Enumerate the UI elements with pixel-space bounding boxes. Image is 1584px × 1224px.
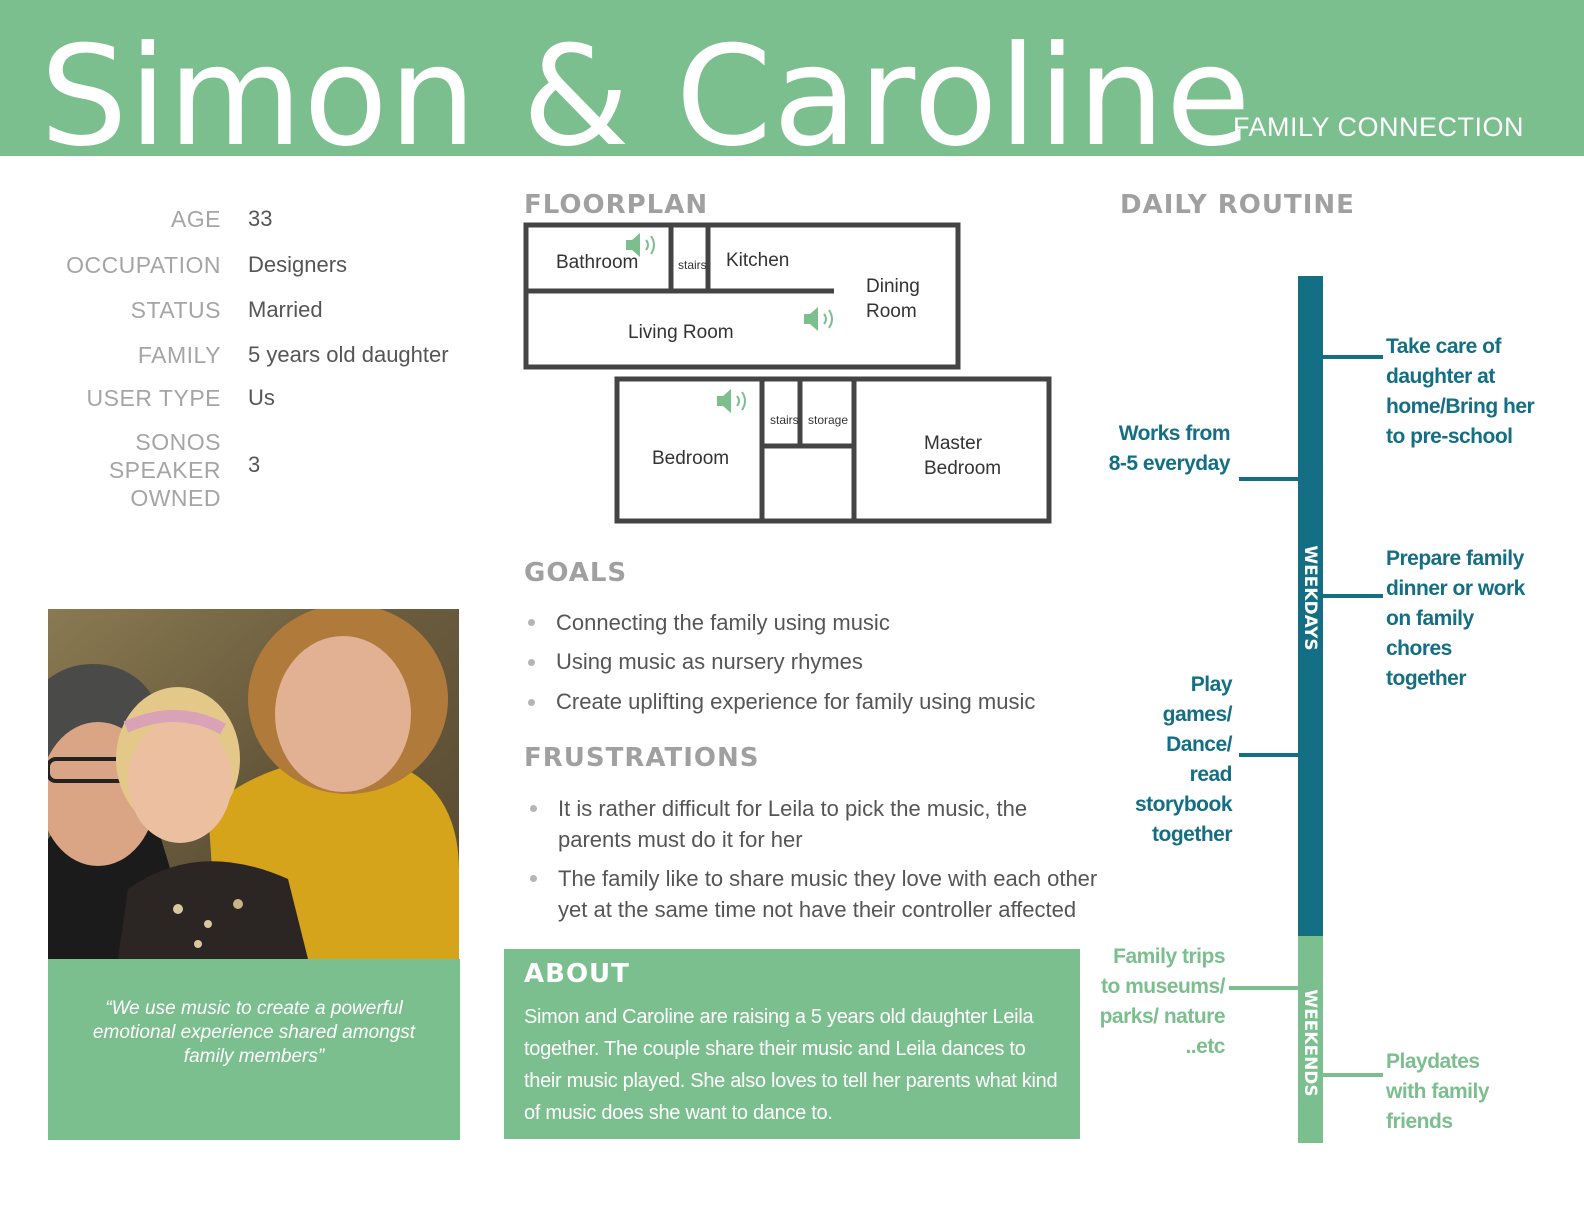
connector-line — [1239, 477, 1298, 481]
room-stairs-upper: stairs — [678, 258, 707, 272]
routine-heading: DAILY ROUTINE — [1120, 190, 1355, 220]
room-dining — [866, 274, 920, 324]
room-dining-line-1: Dining — [866, 276, 920, 297]
speaker-owned-value: 3 — [248, 452, 261, 477]
bullet-dot — [528, 619, 535, 626]
speaker-label-line-3: OWNED — [130, 485, 221, 511]
speaker-icon — [717, 389, 745, 413]
speaker-owned-label — [109, 428, 221, 512]
routine-weekend-playdates: Playdates with family friends — [1386, 1050, 1490, 1133]
family-value: 5 years old daughter — [248, 342, 449, 367]
page-subtitle: FAMILY CONNECTION — [1232, 112, 1524, 142]
floorplan-heading: FLOORPLAN — [524, 190, 709, 220]
goal-item: Using music as nursery rhymes — [556, 649, 863, 674]
weekdays-label: WEEKDAYS — [1300, 545, 1320, 651]
room-master-line-1: Master — [924, 433, 983, 454]
routine-weekend-trips: Family trips to museums/ parks/ nature ..etc — [1099, 945, 1225, 1058]
goal-item: Connecting the family using music — [556, 610, 890, 635]
connector-line — [1239, 753, 1298, 757]
family-photo — [48, 609, 459, 959]
bullet-dot — [528, 659, 535, 666]
room-living: Living Room — [628, 322, 734, 343]
frustration-item: It is rather difficult for Leila to pick the music, the parents must do it for her — [558, 796, 1028, 852]
about-text: Simon and Caroline are raising a 5 years old daughter Leila together. The couple share their music and Leila dances to their music played. She also loves to tell her parents what kind of music does she want to dance to. — [524, 1006, 1058, 1124]
status-value: Married — [248, 297, 323, 322]
room-dining-line-2: Room — [866, 301, 917, 322]
routine-weekday-play: Play games/ Dance/ read storybook together — [1134, 673, 1232, 846]
connector-line — [1323, 355, 1383, 359]
family-photo-illustration — [48, 609, 459, 959]
connector-line — [1323, 1073, 1383, 1077]
routine-weekday-morning: Take care of daughter at home/Bring her to pre-school — [1386, 335, 1535, 448]
bullet-dot — [528, 699, 535, 706]
page-title: Simon & Caroline — [40, 16, 1252, 177]
frustration-item: The family like to share music they love with each other yet at the same time not have their controller affected — [558, 866, 1098, 922]
speaker-label-line-2: SPEAKER — [108, 457, 221, 483]
room-bedroom: Bedroom — [652, 448, 730, 469]
room-master-line-2: Bedroom — [924, 458, 1002, 479]
connector-line — [1229, 986, 1298, 990]
status-label: STATUS — [130, 297, 221, 323]
room-kitchen: Kitchen — [726, 250, 790, 271]
goal-item: Create uplifting experience for family using music — [556, 689, 1036, 714]
speaker-icon — [804, 307, 832, 331]
room-stairs-lower: stairs — [770, 413, 799, 427]
family-label: FAMILY — [137, 342, 221, 368]
occupation-value: Designers — [248, 252, 348, 277]
room-storage: storage — [808, 413, 849, 427]
about-heading: ABOUT — [524, 959, 630, 989]
weekends-label: WEEKENDS — [1300, 989, 1320, 1097]
room-bathroom: Bathroom — [556, 252, 639, 273]
room-master-bedroom — [924, 431, 1001, 481]
goals-heading: GOALS — [524, 558, 628, 588]
connector-line — [1323, 594, 1383, 598]
routine-weekday-work: Works from 8-5 everyday — [1108, 422, 1230, 475]
occupation-label: OCCUPATION — [66, 252, 221, 278]
persona-quote: “We use music to create a powerful emotional experience shared amongst family members” — [92, 998, 416, 1067]
bullet-dot — [530, 805, 537, 812]
user-type-value: Us — [248, 385, 275, 410]
age-label: AGE — [170, 206, 221, 232]
user-type-label: USER TYPE — [86, 385, 221, 411]
speaker-label-line-1: SONOS — [135, 429, 221, 455]
age-value: 33 — [248, 206, 273, 231]
bullet-dot — [530, 875, 537, 882]
frustrations-heading: FRUSTRATIONS — [524, 743, 760, 773]
routine-weekday-evening: Prepare family dinner or work on family chores together — [1386, 547, 1525, 690]
